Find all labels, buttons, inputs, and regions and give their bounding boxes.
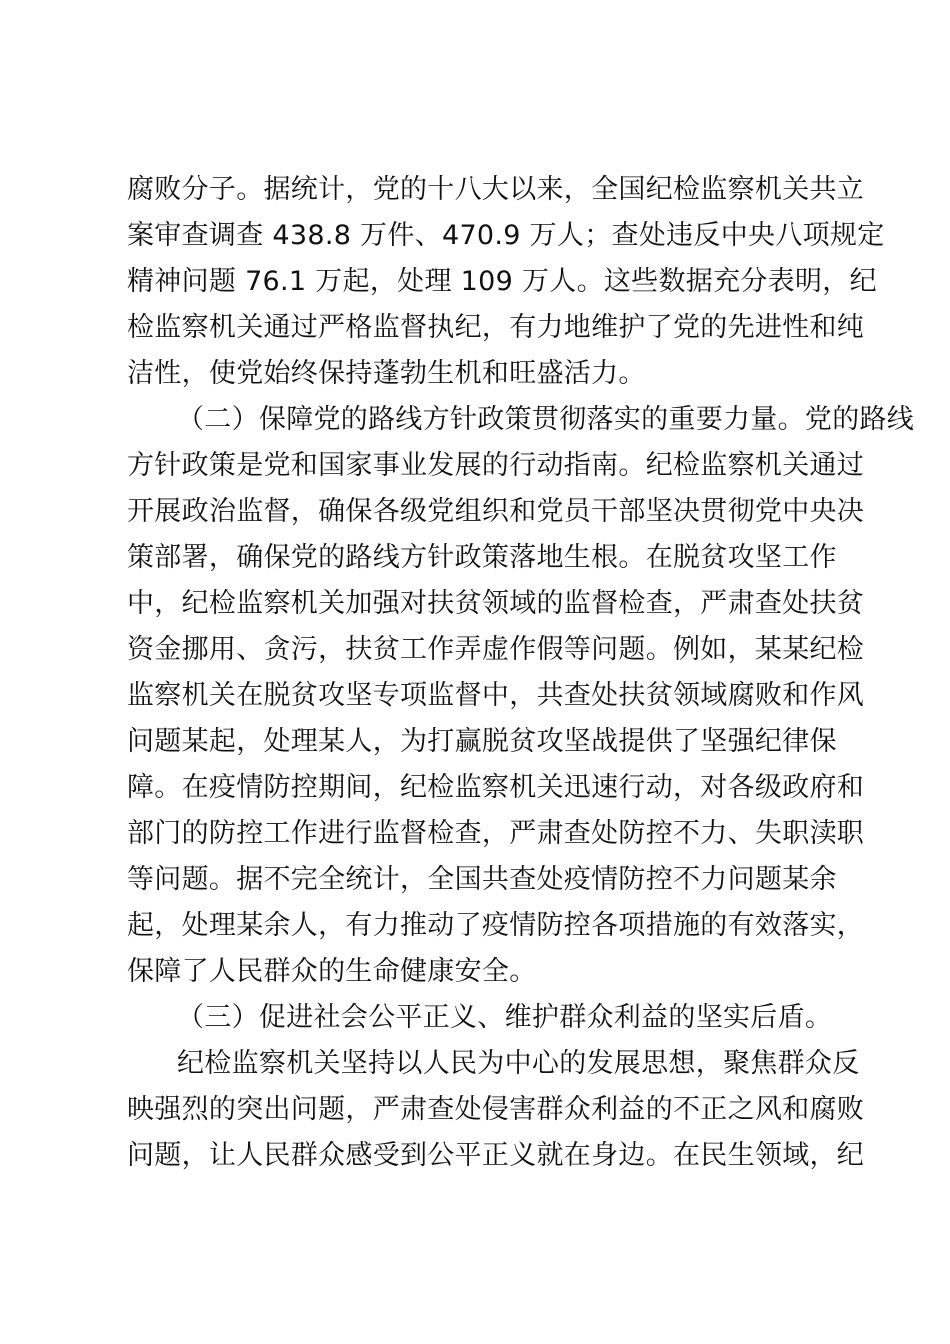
text-line: 监察机关在脱贫攻坚专项监督中，共查处扶贫领域腐败和作风 xyxy=(127,680,865,711)
text-line: 映强烈的突出问题，严肃查处侵害群众利益的不正之风和腐败 xyxy=(127,1094,865,1125)
text-line: 障。在疫情防控期间，纪检监察机关迅速行动，对各级政府和 xyxy=(127,772,865,803)
text-line: 开展政治监督，确保各级党组织和党员干部坚决贯彻党中央决 xyxy=(127,496,865,527)
body-text xyxy=(127,167,915,1179)
text-line: 中，纪检监察机关加强对扶贫领域的监督检查，严肃查处扶贫 xyxy=(127,588,865,619)
text-line: 策部署，确保党的路线方针政策落地生根。在脱贫攻坚工作 xyxy=(127,542,837,573)
text-line: 腐败分子。据统计，党的十八大以来，全国纪检监察机关共立 xyxy=(127,174,865,205)
text-line: 起，处理某余人，有力推动了疫情防控各项措施的有效落实， xyxy=(127,910,865,941)
text-line: 保障了人民群众的生命健康安全。 xyxy=(127,956,537,987)
section-heading-2: （二）保障党的路线方针政策贯彻落实的重要力量。党的路线 xyxy=(177,404,915,435)
text-line: 部门的防控工作进行监督检查，严肃查处防控不力、失职渎职 xyxy=(127,818,865,849)
text-line: 检监察机关通过严格监督执纪，有力地维护了党的先进性和纯 xyxy=(127,312,865,343)
text-line: 案审查调查 438.8 万件、470.9 万人；查处违反中央八项规定 xyxy=(127,220,885,251)
section-heading-3: （三）促进社会公平正义、维护群众利益的坚实后盾。 xyxy=(177,1002,833,1033)
text-line: 问题某起，处理某人，为打赢脱贫攻坚战提供了坚强纪律保 xyxy=(127,726,837,757)
text-line: 等问题。据不完全统计，全国共查处疫情防控不力问题某余 xyxy=(127,864,837,895)
text-line: 问题，让人民群众感受到公平正义就在身边。在民生领域，纪 xyxy=(127,1140,865,1171)
text-line: 洁性，使党始终保持蓬勃生机和旺盛活力。 xyxy=(127,358,646,389)
text-line: 资金挪用、贪污，扶贫工作弄虚作假等问题。例如，某某纪检 xyxy=(127,634,865,665)
text-line: 纪检监察机关坚持以人民为中心的发展思想，聚焦群众反 xyxy=(177,1048,860,1079)
text-line: 精神问题 76.1 万起，处理 109 万人。这些数据充分表明，纪 xyxy=(127,266,877,297)
text-line: 方针政策是党和国家事业发展的行动指南。纪检监察机关通过 xyxy=(127,450,865,481)
